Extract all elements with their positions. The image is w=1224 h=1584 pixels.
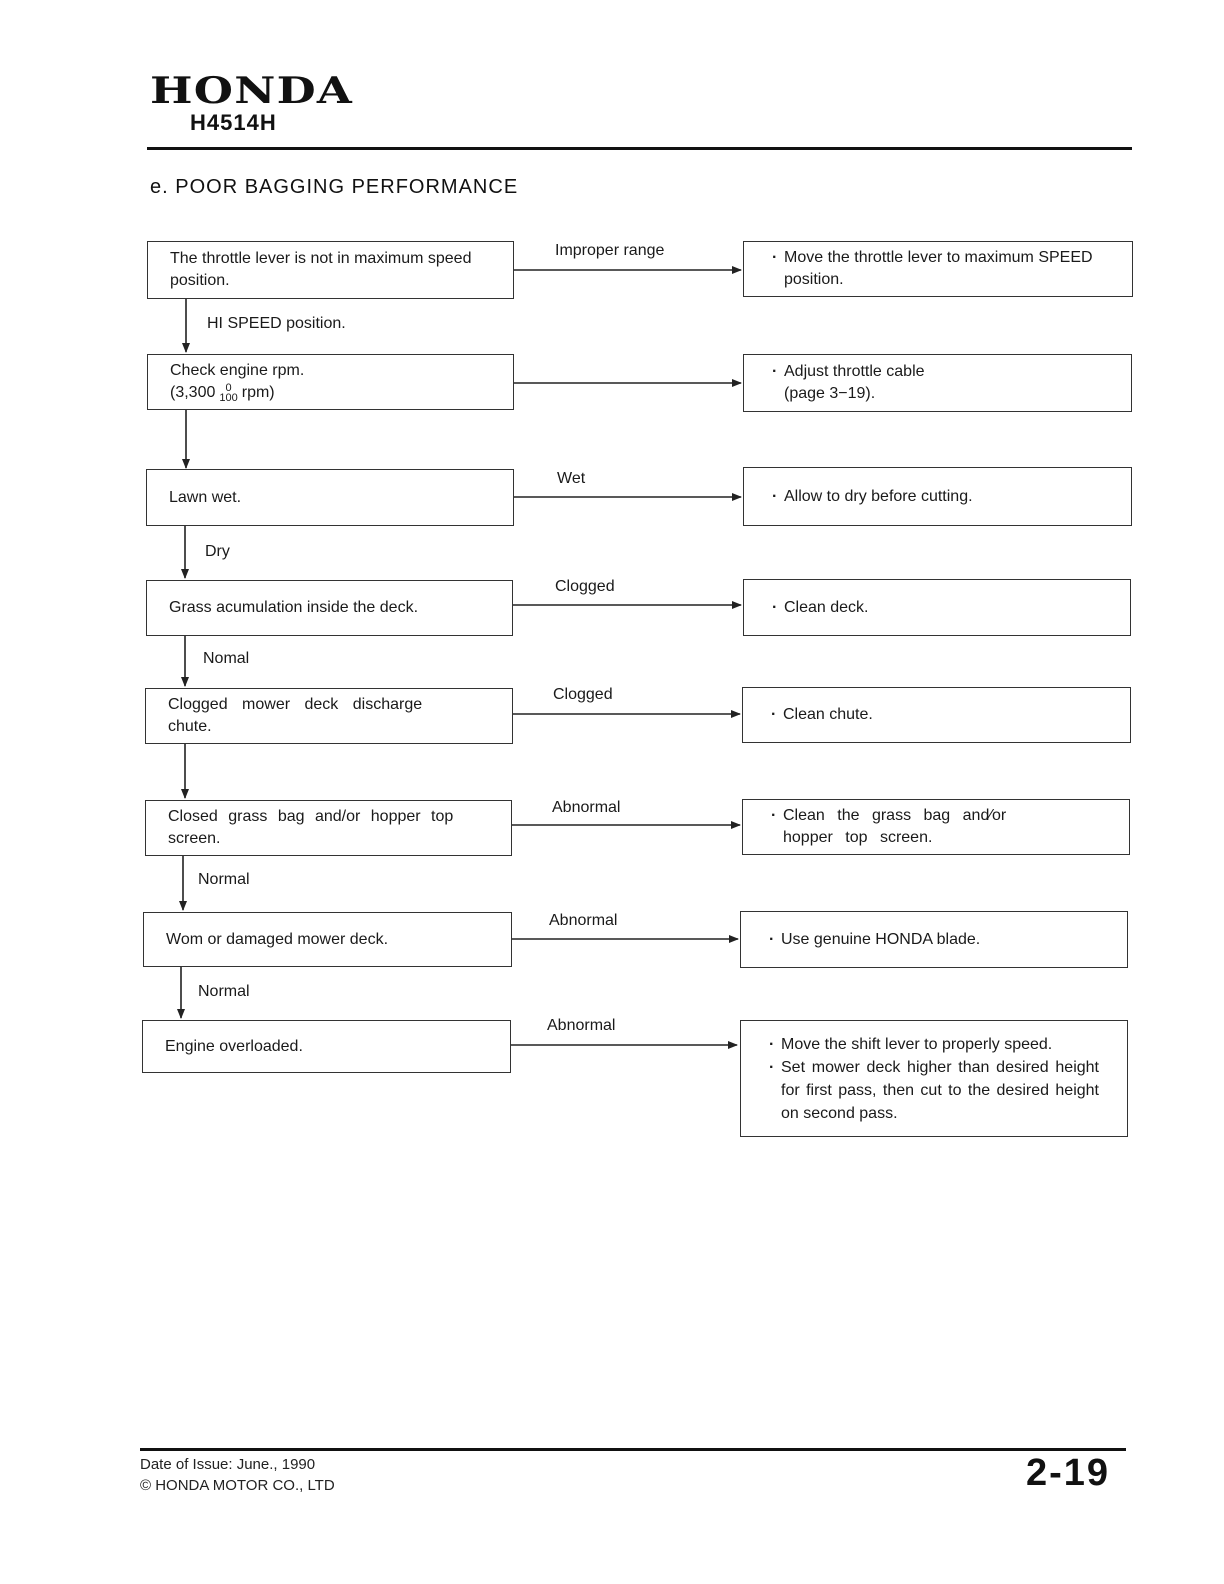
action-list [771, 704, 873, 726]
check-text: Engine overloaded. [165, 1037, 303, 1055]
action-list [772, 361, 962, 405]
rpm-tolerance [219, 383, 237, 403]
check-text: Closed grass bag and/or hopper top screen. [168, 808, 454, 847]
action-item: · Adjust throttle cable (page 3−19). [772, 361, 962, 405]
action-list [772, 247, 1110, 291]
check-box-lawn-wet [146, 469, 514, 526]
action-box-move-throttle [743, 241, 1133, 297]
check-box-closed-grass-bag [145, 800, 512, 856]
condition-label: Clogged [553, 686, 613, 703]
action-list [769, 929, 980, 951]
check-box-worn-deck [143, 912, 512, 967]
date-of-issue: Date of Issue: June., 1990 [140, 1456, 316, 1473]
action-box-clean-grass-bag [742, 799, 1130, 855]
action-item: · Clean deck. [772, 597, 869, 619]
section-title: e. POOR BAGGING PERFORMANCE [150, 176, 519, 198]
tolerance-lower: 100 [219, 391, 238, 404]
action-box-genuine-blade [740, 911, 1128, 968]
action-item: · Set mower deck higher than desired height for first pass, then cut to the desired height on second pass. [769, 1056, 1099, 1125]
next-label: Dry [205, 543, 230, 560]
check-box-clogged-chute [145, 688, 513, 744]
check-text: Check engine rpm. [170, 362, 305, 379]
check-box-engine-overloaded [142, 1020, 511, 1073]
footer-divider [140, 1448, 1126, 1451]
condition-label: Abnormal [549, 912, 618, 929]
action-box-allow-dry [743, 467, 1132, 526]
action-box-overload-remedies [740, 1020, 1128, 1137]
header-divider [147, 147, 1132, 150]
condition-label: Improper range [555, 242, 665, 259]
action-list [769, 1033, 1099, 1125]
condition-label: Abnormal [547, 1017, 616, 1034]
condition-label: Abnormal [552, 799, 621, 816]
action-item: · Move the shift lever to properly speed. [769, 1033, 1099, 1056]
action-box-clean-chute [742, 687, 1131, 743]
model-number: H4514H [190, 110, 277, 135]
page-number: 2-19 [1026, 1452, 1111, 1494]
tolerance-upper: 0 [225, 381, 232, 394]
next-label: HI SPEED position. [207, 315, 346, 332]
rpm-value: (3,300 [170, 384, 216, 401]
check-text: Wom or damaged mower deck. [166, 930, 389, 948]
check-text: Grass acumulation inside the deck. [169, 599, 419, 616]
next-label: Normal [198, 871, 250, 888]
action-item: · Move the throttle lever to maximum SPEED position. [772, 247, 1110, 291]
action-list [772, 597, 869, 619]
check-text: Lawn wet. [169, 488, 242, 506]
check-box-engine-rpm [147, 354, 514, 410]
check-text: Clogged mower deck discharge chute. [168, 696, 423, 735]
action-list [771, 805, 1061, 849]
rpm-spec [170, 382, 275, 404]
action-item: · Clean the grass bag and∕or hopper top screen. [771, 805, 1061, 849]
action-item: · Allow to dry before cutting. [772, 486, 973, 508]
check-text: The throttle lever is not in maximum speed position. [170, 250, 472, 289]
honda-logo: HONDA [150, 70, 354, 112]
condition-label: Clogged [555, 578, 615, 595]
action-box-adjust-cable [743, 354, 1132, 412]
rpm-unit: rpm) [241, 384, 275, 401]
action-list [772, 486, 973, 508]
action-item: · Clean chute. [771, 704, 873, 726]
check-box-grass-accumulation [146, 580, 513, 636]
action-item: · Use genuine HONDA blade. [769, 929, 980, 951]
next-label: Nomal [203, 650, 250, 667]
condition-label: Wet [557, 470, 586, 487]
copyright: © HONDA MOTOR CO., LTD [140, 1477, 335, 1494]
next-label: Normal [198, 983, 250, 1000]
action-box-clean-deck [743, 579, 1131, 636]
check-box-throttle-position [147, 241, 514, 299]
